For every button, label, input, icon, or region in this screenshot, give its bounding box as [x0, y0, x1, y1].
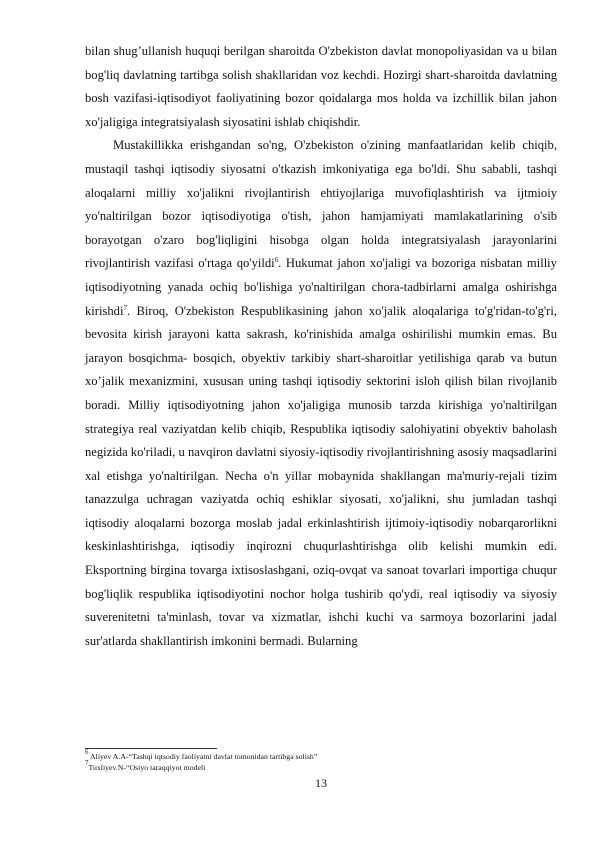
paragraph-2 — [85, 134, 557, 653]
footnote-7-number: 7 — [85, 758, 89, 767]
footnote-7 — [85, 758, 557, 774]
footnote-6 — [85, 748, 557, 763]
footnote-6-text: Aliyev A.A-“Tashqi iqtsodiy faoliyatni davlat tomonidan tartibga solish” — [88, 752, 318, 761]
paragraph-2-text-a: Mustakillikka erishgandan so'ng, O'zbekiston o'zining manfaatlaridan kelib chiqib, mustaqil tashqi iqtisodiy siyosatni o'tkazish imkoniyatiga ega bo'ldi. Shu sababli, tashqi aloqalarni milliy xo'jalikni rivojlantirish ehtiyojlariga muvofiqlashtirish va ijtmioiy yo'naltirilgan bozor iqtisodiyotiga o'tish, jahon hamjamiyati mamlakatlarining o'sib borayotgan o'zaro bog'liqligini hisobga olgan holda integratsiyalash jarayonlarini rivojlantirish vazifasi o'rtaga qo'yildi — [85, 138, 557, 271]
page-number: 13 — [315, 776, 327, 790]
footnote-6-number: 6 — [85, 748, 89, 756]
footnote-ref-7[interactable]: 7 — [123, 303, 127, 312]
footnotes — [85, 748, 557, 773]
footnote-separator — [85, 748, 217, 749]
paragraph-2-text-c: . Biroq, O'zbekiston Respublikasining jahon xo'jalik aloqalariga to'g'ridan-to'g'ri, bevosita kirish jarayoni katta sakrash, ko'rinishida amalga oshirilishi mumkin emas. Bu jarayon bosqichma- bosqich, obyektiv tarkibiy shart-sharoitlar yetilishiga qarab va butun xo’jalik mexanizmini, xususan uning tashqi iqtisodiy sektorini isloh qilish bilan rivojlanib boradi. Milliy iqtisodiyotning jahon xo'jaligiga munosib tarzda kirishiga yo'naltirilgan strategiya real vaziyatdan kelib chiqib, Respublika iqtisodiy salohiyatini obyektiv baholash negizida ko'riladi, u navqiron davlatni siyosiy-iqtisodiy rivojlantirishning asosiy maqsadlarini xal etishga yo'naltirilgan. Necha o'n yillar mobaynida shakllangan ma'muriy-rejali tizim tanazzulga uchragan vaziyatda ochiq eshiklar siyosati, xo'jalikni, shu jumladan tashqi iqtisodiy aloqalarni bozorga moslab jadal erkinlashtirish ijtimoiy-iqtisodiy nobarqarorlikni keskinlashtirishga, iqtisodiy inqirozni chuqurlashtirishga olib kelishi mumkin edi. Eksportning birgina tovarga ixtisoslashgani, oziq-ovqat va sanoat tovarlari importiga chuqur bog'liqlik respublika iqtisodiyotini nochor holga tushirib qo'ydi, real iqtisodiy va siyosiy suverenitetni ta'minlash, tovar va xizmatlar, ishchi kuchi va sarmoya bozorlarini jadal sur'atlarda shakllantirish imkonini bermadi. Bularning — [85, 303, 558, 648]
paragraph-1-text: bilan shug’ullanish huquqi berilgan sharoitda O'zbekiston davlat monopoliyasidan va u bilan bog'liq davlatning tartibga solish shakllaridan voz kechdi. Hozirgi shart-sharoitda davlatning bosh vazifasi-iqtisodiyot faoliyatining bozor qoidalarga mos holda va izchillik bilan jahon xo'jaligiga integratsiyalash siyosatini ishlab chiqishdir. — [85, 44, 557, 129]
footnote-7-text: Tuxliyev.N-“Osiyo taraqqiyot modeli — [88, 762, 206, 772]
body-text — [85, 40, 557, 653]
paragraph-2-text-b: . Hukumat jahon xo'jaligi va bozoriga nisbatan milliy iqtisodiyotning yanada ochiq bo'lishiga yo'naltirilgan chora-tadbirlarni amalga oshirishga kirishdi — [85, 256, 557, 318]
footnote-ref-6[interactable]: 6 — [274, 256, 279, 265]
paragraph-1 — [85, 40, 557, 134]
